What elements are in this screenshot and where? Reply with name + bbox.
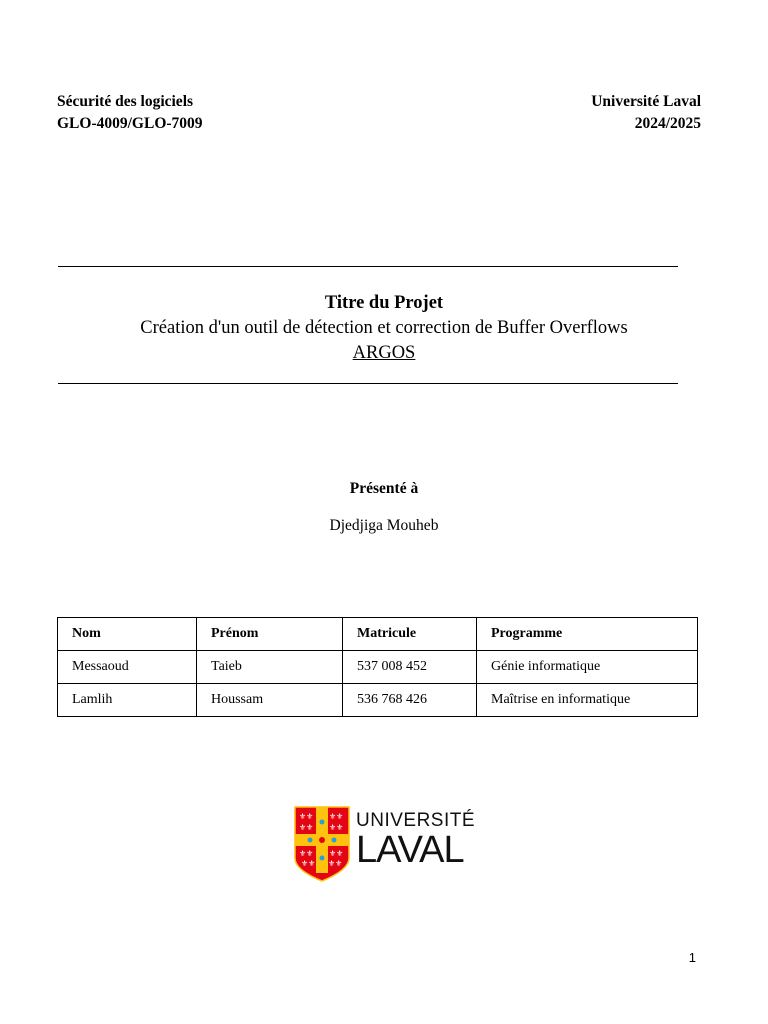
cell-programme: Génie informatique [477, 651, 698, 684]
title-bottom-rule [58, 383, 678, 384]
svg-text:⚜⚜: ⚜⚜ [329, 849, 344, 858]
cell-nom: Lamlih [58, 684, 197, 717]
cell-programme: Maîtrise en informatique [477, 684, 698, 717]
course-name: Sécurité des logiciels [57, 93, 194, 110]
column-header-prenom: Prénom [197, 618, 343, 651]
page-number: 1 [688, 950, 696, 965]
institution-info [591, 91, 701, 135]
team-members-table [57, 617, 698, 717]
column-header-nom: Nom [58, 618, 197, 651]
logo-text-laval: LAVAL [356, 829, 464, 871]
project-acronym: ARGOS [352, 343, 416, 363]
svg-text:⚜⚜: ⚜⚜ [301, 859, 316, 868]
title-top-rule [58, 266, 678, 267]
cell-nom: Messaoud [58, 651, 197, 684]
table-header-row [58, 618, 698, 651]
project-title-label: Titre du Projet [324, 293, 444, 313]
cell-matricule: 537 008 452 [343, 651, 477, 684]
presented-to-label: Présenté à [349, 480, 419, 497]
logo-text-universite: UNIVERSITÉ [356, 810, 476, 831]
title-block [0, 291, 768, 366]
cell-prenom: Houssam [197, 684, 343, 717]
table-row [58, 651, 698, 684]
project-title: Création d'un outil de détection et correction de Buffer Overflows [140, 318, 628, 338]
presented-to-name: Djedjiga Mouheb [329, 517, 439, 534]
svg-text:⚜⚜: ⚜⚜ [328, 859, 343, 868]
column-header-matricule: Matricule [343, 618, 477, 651]
logo-wordmark [356, 810, 476, 871]
svg-text:⚜⚜: ⚜⚜ [299, 823, 314, 832]
academic-year: 2024/2025 [634, 115, 701, 132]
institution-name: Université Laval [591, 93, 701, 110]
column-header-programme: Programme [477, 618, 698, 651]
universite-laval-logo [294, 806, 474, 882]
svg-text:⚜⚜: ⚜⚜ [299, 849, 314, 858]
course-info [57, 91, 203, 135]
table-row [58, 684, 698, 717]
svg-text:⚜⚜: ⚜⚜ [329, 823, 344, 832]
cell-matricule: 536 768 426 [343, 684, 477, 717]
svg-text:⚜⚜: ⚜⚜ [329, 812, 344, 821]
course-code: GLO-4009/GLO-7009 [57, 115, 203, 132]
shield-icon [294, 806, 350, 882]
cell-prenom: Taieb [197, 651, 343, 684]
svg-text:⚜⚜: ⚜⚜ [299, 812, 314, 821]
